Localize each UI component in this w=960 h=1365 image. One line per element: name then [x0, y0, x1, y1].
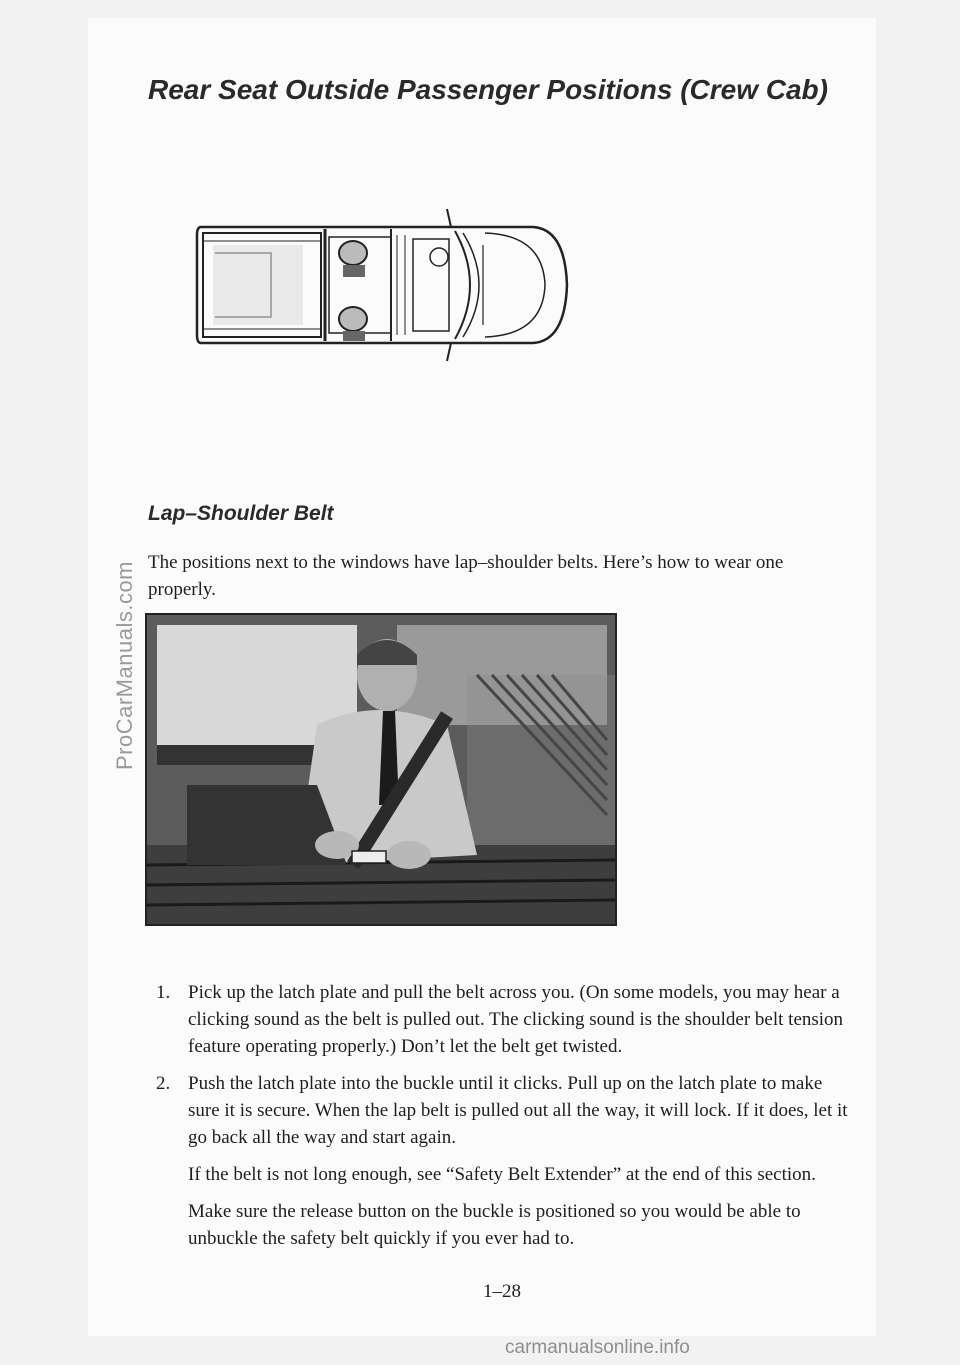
- step-number: 1.: [156, 982, 171, 1003]
- step-note-release-button: Make sure the release button on the buckle is positioned so you would be able to unbuckle the safety belt quickly if you ever had to.: [188, 1201, 801, 1249]
- section-subheading: Lap–Shoulder Belt: [148, 502, 334, 525]
- step-text: Push the latch plate into the buckle until it clicks. Pull up on the latch plate to make sure it is secure. When the lap belt is pulled out all the way, it will lock. If it does, let it go back all the way and start again.: [188, 1073, 848, 1148]
- side-watermark: ProCarManuals.com: [112, 560, 137, 770]
- step-number: 2.: [156, 1073, 171, 1094]
- crew-cab-seat-diagram: [193, 205, 575, 365]
- bottom-watermark: carmanualsonline.info: [505, 1337, 690, 1358]
- belt-photo-illustration: [147, 615, 615, 924]
- page-title: Rear Seat Outside Passenger Positions (Crew Cab): [148, 74, 828, 105]
- step-2: [148, 1070, 848, 1252]
- intro-paragraph: The positions next to the windows have lap–shoulder belts. Here’s how to wear one properly.: [148, 552, 784, 600]
- instruction-steps: [148, 979, 848, 1262]
- step-note-extender: If the belt is not long enough, see “Safety Belt Extender” at the end of this section.: [188, 1164, 816, 1185]
- page-number: 1–28: [483, 1281, 521, 1302]
- belt-photo: [145, 613, 617, 926]
- step-1: [148, 979, 848, 1060]
- step-text: Pick up the latch plate and pull the belt across you. (On some models, you may hear a clicking sound as the belt is pulled out. The clicking sound is the shoulder belt tension feature operating properly.) Don’t let the belt get twisted.: [188, 982, 844, 1057]
